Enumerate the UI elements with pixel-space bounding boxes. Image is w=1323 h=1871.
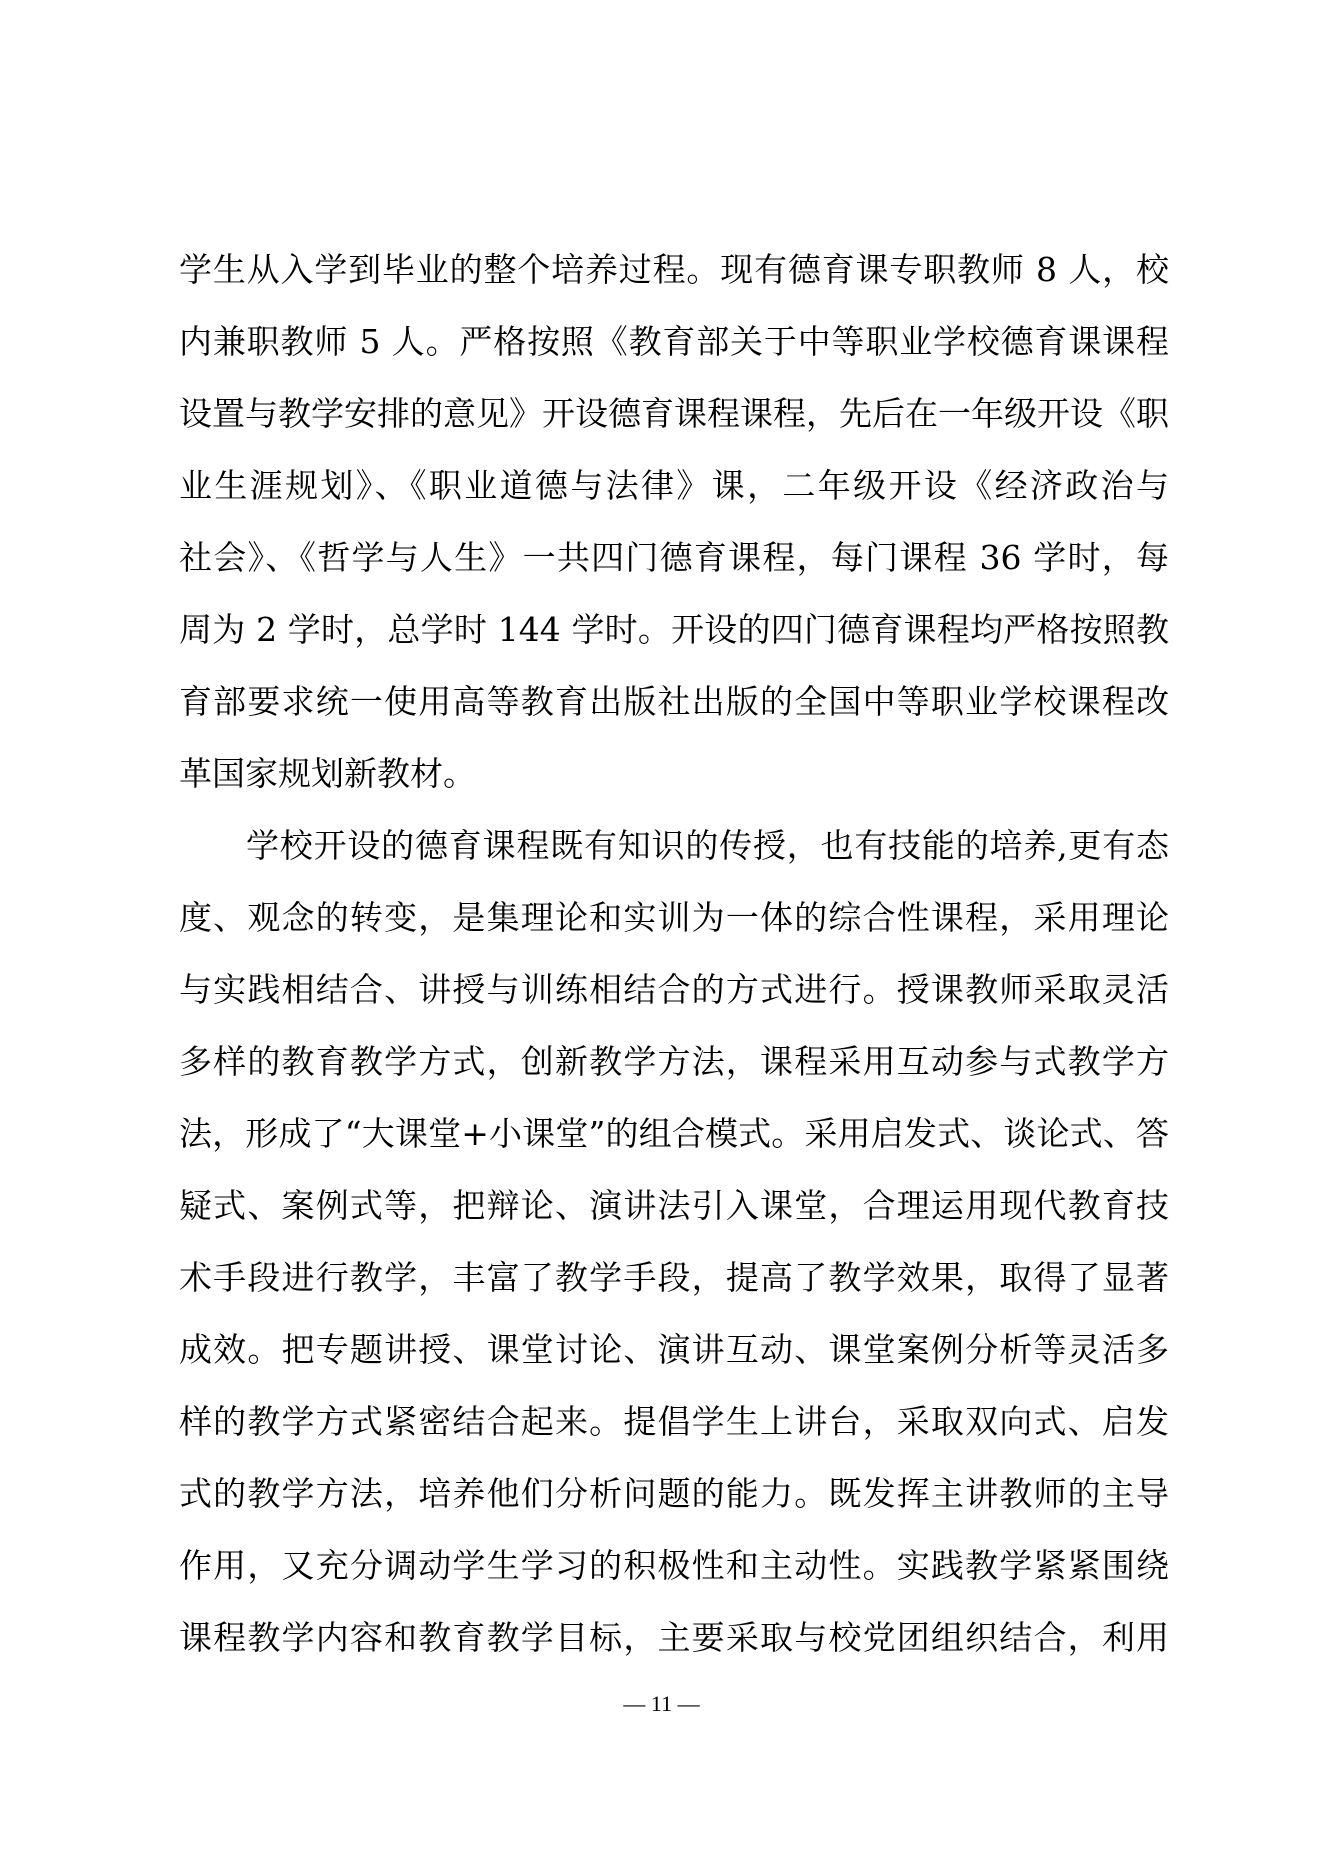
paragraph-1-line-7: 育部要求统一使用高等教育出版社出版的全国中等职业学校课程改 [179,682,1169,721]
paragraph-1-line-1: 学生从入学到毕业的整个培养过程。现有德育课专职教师 8 人，校 [179,250,1169,289]
paragraph-2-line-3: 与实践相结合、讲授与训练相结合的方式进行。授课教师采取灵活 [179,970,1169,1009]
paragraph-1-line-8: 革国家规划新教材。 [179,754,476,793]
paragraph-1-line-2: 内兼职教师 5 人。严格按照《教育部关于中等职业学校德育课课程 [179,322,1169,361]
paragraph-2-line-5: 法，形成了“大课堂+小课堂”的组合模式。采用启发式、谈论式、答 [179,1114,1169,1153]
paragraph-1-line-6: 周为 2 学时，总学时 144 学时。开设的四门德育课程均严格按照教 [179,610,1169,649]
paragraph-2-line-10: 式的教学方法，培养他们分析问题的能力。既发挥主讲教师的主导 [179,1474,1169,1513]
paragraph-2-line-4: 多样的教育教学方式，创新教学方法，课程采用互动参与式教学方 [179,1042,1169,1081]
paragraph-2-line-12: 课程教学内容和教育教学目标，主要采取与校党团组织结合，利用 [179,1618,1169,1657]
paragraph-2-line-11: 作用，又充分调动学生学习的积极性和主动性。实践教学紧紧围绕 [179,1546,1169,1585]
paragraph-2-line-2: 度、观念的转变，是集理论和实训为一体的综合性课程，采用理论 [179,898,1169,937]
paragraph-1-line-3: 设置与教学安排的意见》开设德育课程课程，先后在一年级开设《职 [179,394,1169,433]
paragraph-1-line-5: 社会》、《哲学与人生》一共四门德育课程，每门课程 36 学时，每 [179,538,1169,577]
paragraph-1-line-4: 业生涯规划》、《职业道德与法律》课，二年级开设《经济政治与 [179,466,1169,505]
paragraph-2-line-7: 术手段进行教学，丰富了教学手段，提高了教学效果，取得了显著 [179,1258,1169,1297]
paragraph-2-line-6: 疑式、案例式等，把辩论、演讲法引入课堂，合理运用现代教育技 [179,1186,1169,1225]
paragraph-2-line-8: 成效。把专题讲授、课堂讨论、演讲互动、课堂案例分析等灵活多 [179,1330,1169,1369]
paragraph-2-line-1: 学校开设的德育课程既有知识的传授，也有技能的培养,更有态 [246,826,1169,865]
page-number: — 11 — [623,1691,700,1716]
paragraph-2-line-9: 样的教学方式紧密结合起来。提倡学生上讲台，采取双向式、启发 [179,1402,1169,1441]
